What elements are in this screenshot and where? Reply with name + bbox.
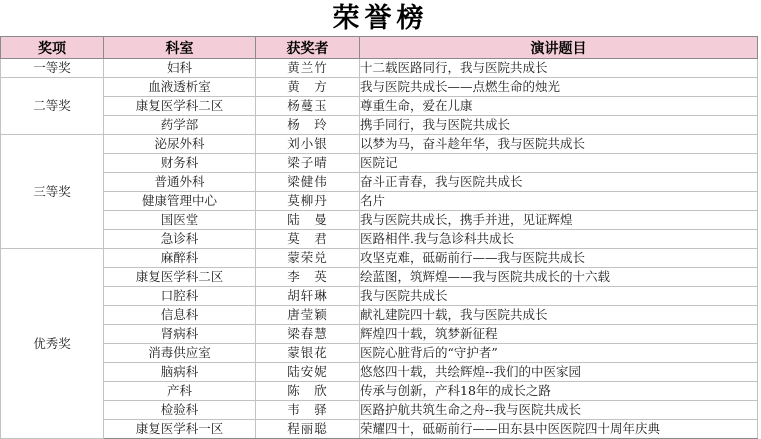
- topic-cell: 十二载医路同行，我与医院共成长: [360, 59, 758, 78]
- table-row: [1, 420, 758, 439]
- topic-cell: 医路护航共筑生命之舟--我与医院共成长: [360, 401, 758, 420]
- table-row: [1, 116, 758, 135]
- topic-cell: 荣耀四十，砥砺前行——田东县中医医院四十周年庆典: [360, 420, 758, 439]
- winner-cell: 刘小银: [256, 135, 360, 154]
- table-row: [1, 268, 758, 287]
- table-row: [1, 135, 758, 154]
- winner-cell: 李 英: [256, 268, 360, 287]
- page-title: 荣誉榜: [332, 3, 429, 34]
- table-row: [1, 344, 758, 363]
- department-cell: 麻醉科: [104, 249, 256, 268]
- header-row: [1, 37, 758, 59]
- topic-cell: 携手同行，我与医院共成长: [360, 116, 758, 135]
- winner-cell: 陆 曼: [256, 211, 360, 230]
- department-cell: 检验科: [104, 401, 256, 420]
- award-cell: 一等奖: [1, 59, 104, 78]
- department-cell: 康复医学科二区: [104, 268, 256, 287]
- department-cell: 普通外科: [104, 173, 256, 192]
- table-row: [1, 230, 758, 249]
- table-row: [1, 97, 758, 116]
- winner-cell: 梁春慧: [256, 325, 360, 344]
- table-row: [1, 211, 758, 230]
- topic-cell: 我与医院共成长，携手并进，见证辉煌: [360, 211, 758, 230]
- table-row: [1, 401, 758, 420]
- topic-cell: 医院心脏背后的“守护者”: [360, 344, 758, 363]
- winner-cell: 莫柳丹: [256, 192, 360, 211]
- header-department: 科室: [104, 37, 256, 59]
- award-cell: 二等奖: [1, 78, 104, 135]
- topic-cell: 尊重生命，爱在儿康: [360, 97, 758, 116]
- table-row: [1, 287, 758, 306]
- department-cell: 肾病科: [104, 325, 256, 344]
- topic-cell: 悠悠四十载，共绘辉煌--我们的中医家园: [360, 363, 758, 382]
- table-row: [1, 78, 758, 97]
- department-cell: 血液透析室: [104, 78, 256, 97]
- award-cell: 优秀奖: [1, 249, 104, 439]
- topic-cell: 辉煌四十载，筑梦新征程: [360, 325, 758, 344]
- table-row: [1, 363, 758, 382]
- table-row: [1, 192, 758, 211]
- department-cell: 脑病科: [104, 363, 256, 382]
- department-cell: 健康管理中心: [104, 192, 256, 211]
- department-cell: 急诊科: [104, 230, 256, 249]
- topic-cell: 传承与创新，产科18年的成长之路: [360, 382, 758, 401]
- table-row: [1, 382, 758, 401]
- winner-cell: 蒙银花: [256, 344, 360, 363]
- honor-table: [0, 36, 758, 439]
- winner-cell: 莫 君: [256, 230, 360, 249]
- winner-cell: 黄 方: [256, 78, 360, 97]
- winner-cell: 杨蔓玉: [256, 97, 360, 116]
- winner-cell: 陈 欣: [256, 382, 360, 401]
- award-cell: 三等奖: [1, 135, 104, 249]
- winner-cell: 梁子晴: [256, 154, 360, 173]
- winner-cell: 杨 玲: [256, 116, 360, 135]
- department-cell: 泌尿外科: [104, 135, 256, 154]
- topic-cell: 我与医院共成长——点燃生命的烛光: [360, 78, 758, 97]
- winner-cell: 唐莹颖: [256, 306, 360, 325]
- topic-cell: 绘蓝图，筑辉煌——我与医院共成长的十六载: [360, 268, 758, 287]
- winner-cell: 黄兰竹: [256, 59, 360, 78]
- topic-cell: 献礼建院四十载，我与医院共成长: [360, 306, 758, 325]
- table-row: [1, 154, 758, 173]
- table-row: [1, 59, 758, 78]
- topic-cell: 攻坚克难，砥砺前行——我与医院共成长: [360, 249, 758, 268]
- winner-cell: 程丽聪: [256, 420, 360, 439]
- header-speech-topic: 演讲题目: [360, 37, 758, 59]
- winner-cell: 梁健伟: [256, 173, 360, 192]
- department-cell: 康复医学科二区: [104, 97, 256, 116]
- table-row: [1, 306, 758, 325]
- topic-cell: 以梦为马，奋斗趁年华，我与医院共成长: [360, 135, 758, 154]
- department-cell: 康复医学科一区: [104, 420, 256, 439]
- department-cell: 消毒供应室: [104, 344, 256, 363]
- table-row: [1, 173, 758, 192]
- winner-cell: 蒙荣兑: [256, 249, 360, 268]
- winner-cell: 陆安妮: [256, 363, 360, 382]
- topic-cell: 奋斗正青春，我与医院共成长: [360, 173, 758, 192]
- header-award: 奖项: [1, 37, 104, 59]
- topic-cell: 医路相伴.我与急诊科共成长: [360, 230, 758, 249]
- topic-cell: 我与医院共成长: [360, 287, 758, 306]
- department-cell: 国医堂: [104, 211, 256, 230]
- topic-cell: 医院记: [360, 154, 758, 173]
- winner-cell: 胡轩琳: [256, 287, 360, 306]
- department-cell: 产科: [104, 382, 256, 401]
- table-row: [1, 325, 758, 344]
- department-cell: 信息科: [104, 306, 256, 325]
- table-row: [1, 249, 758, 268]
- winner-cell: 韦 驿: [256, 401, 360, 420]
- department-cell: 药学部: [104, 116, 256, 135]
- header-winner: 获奖者: [256, 37, 360, 59]
- department-cell: 妇科: [104, 59, 256, 78]
- department-cell: 财务科: [104, 154, 256, 173]
- table-body: [1, 59, 758, 439]
- topic-cell: 名片: [360, 192, 758, 211]
- department-cell: 口腔科: [104, 287, 256, 306]
